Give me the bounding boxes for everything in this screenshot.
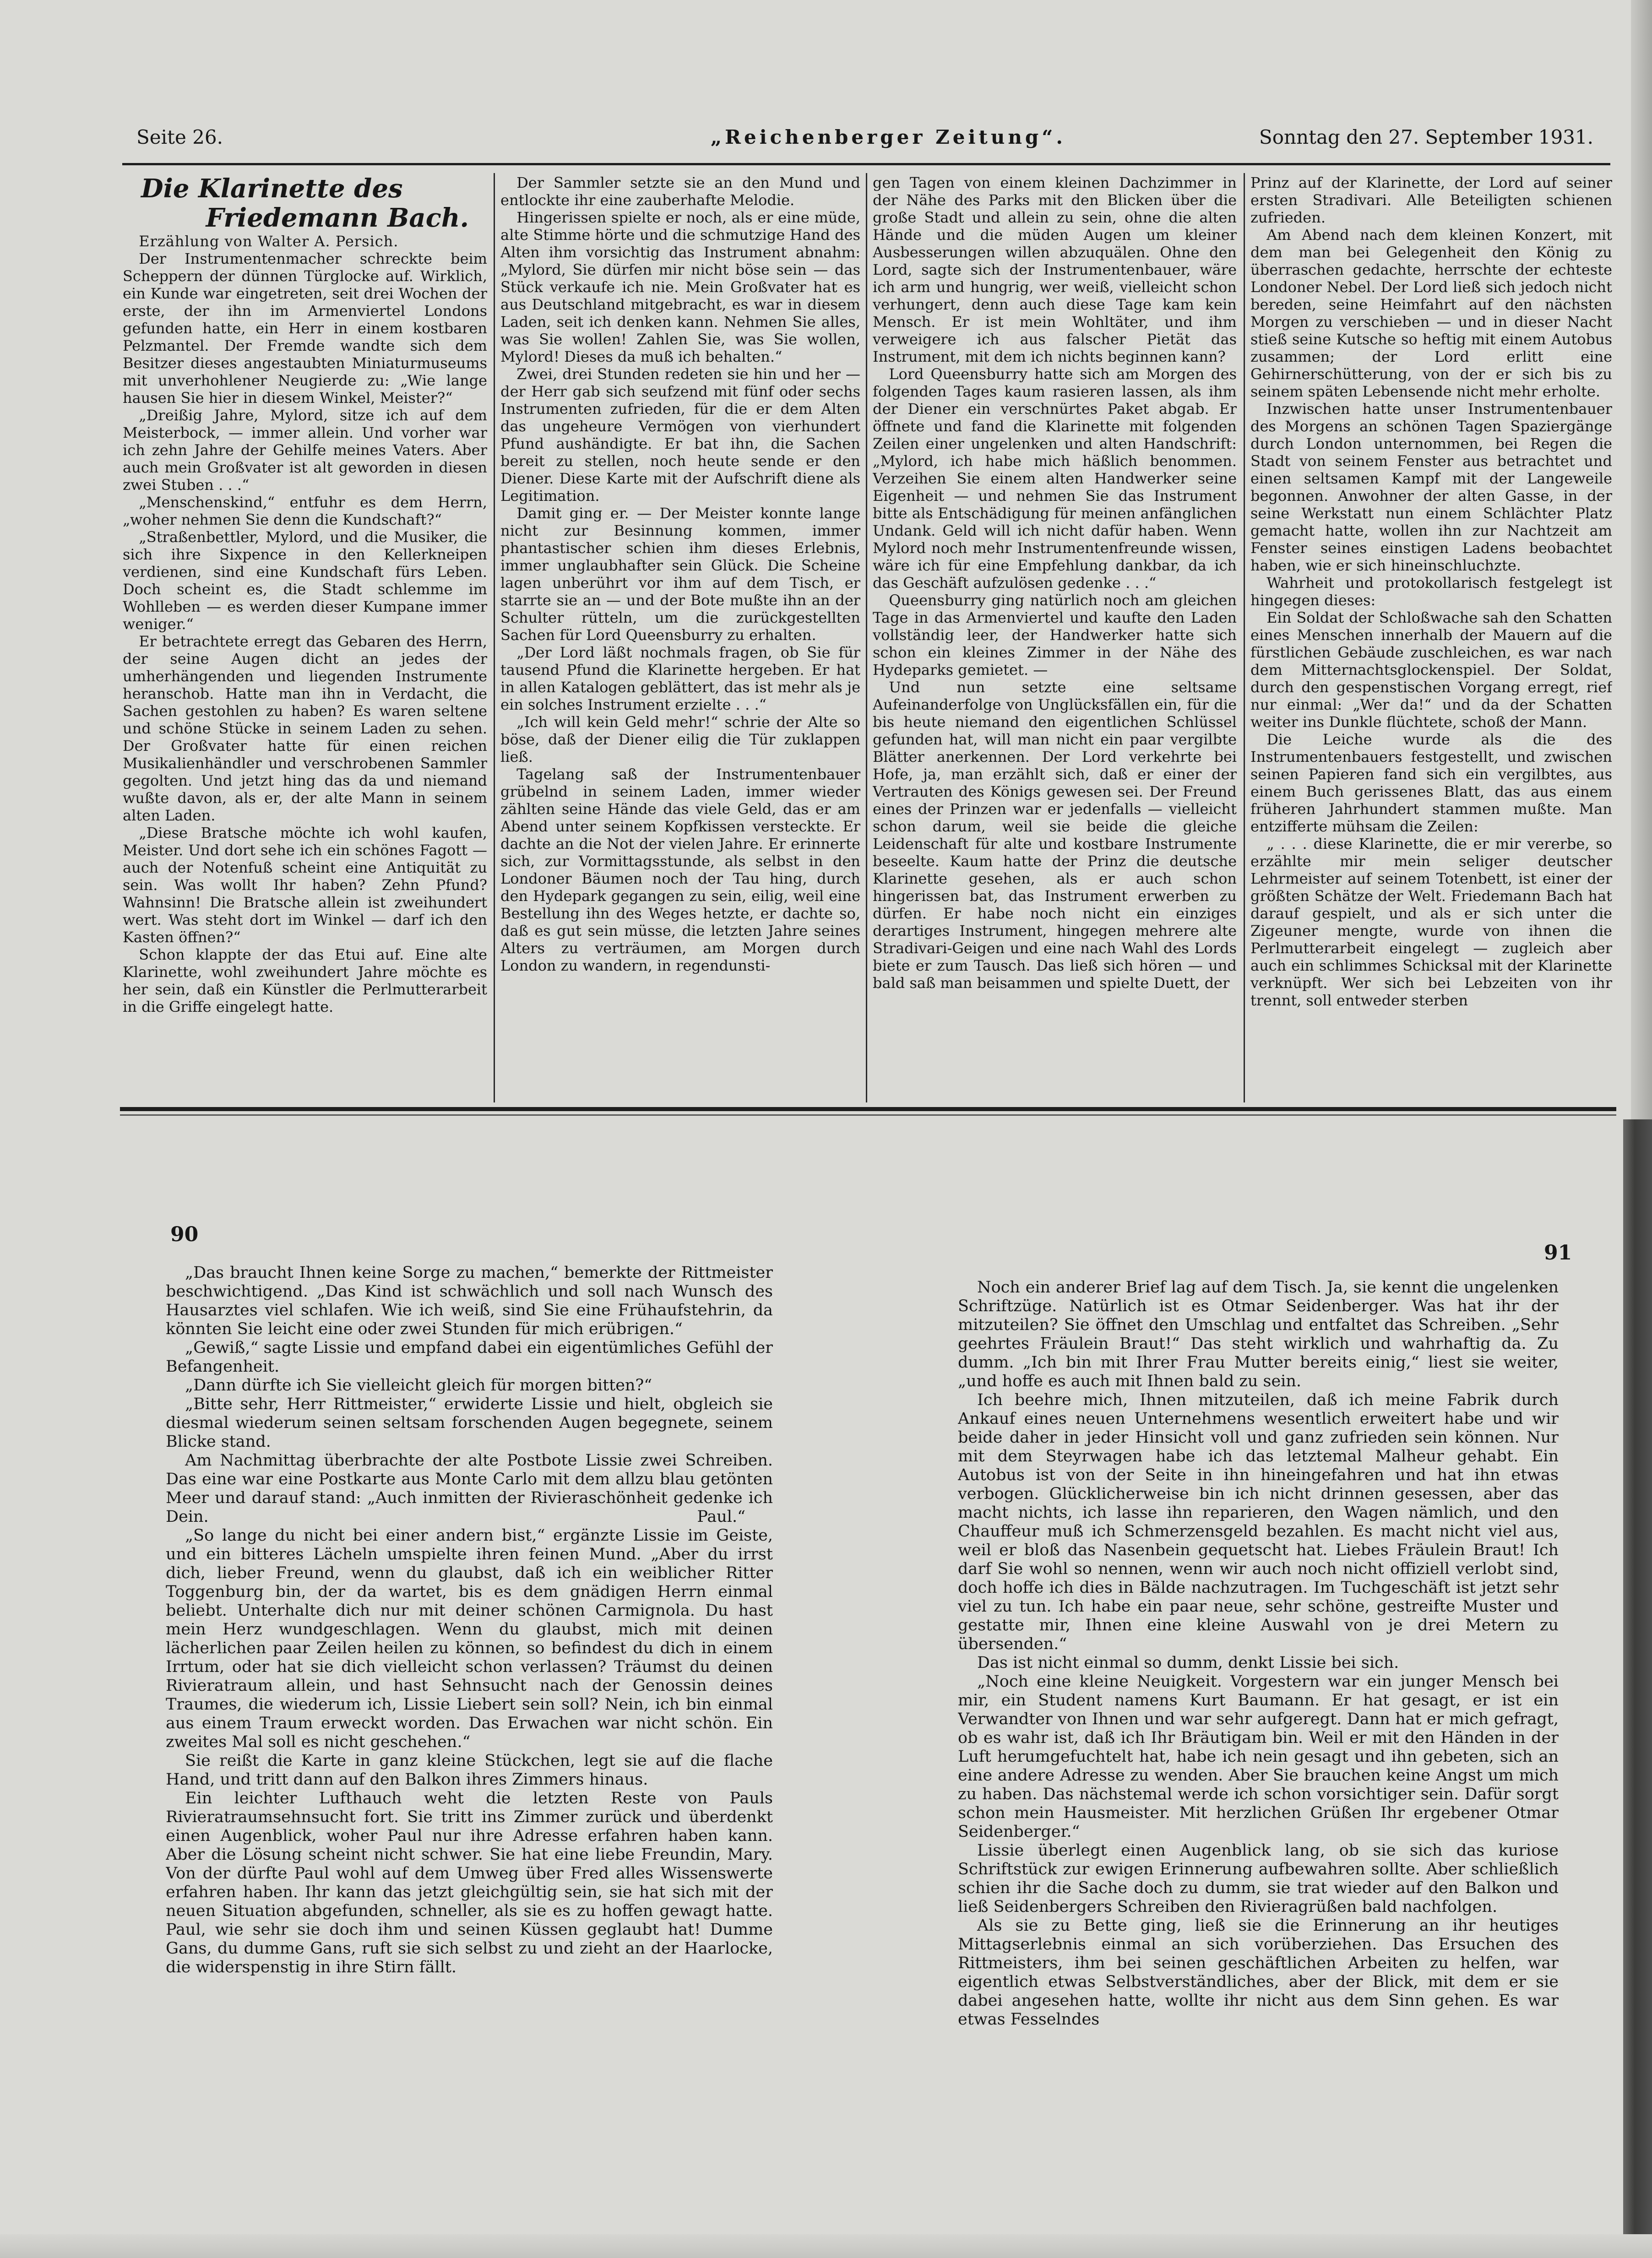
column-rule: [1244, 173, 1245, 1102]
page-number-label: Seite 26.: [136, 126, 223, 148]
article-column-1: [123, 174, 487, 1103]
paragraph: Prinz auf der Klarinette, der Lord auf seiner ersten Stradivari. Alle Beteiligten schienen zufrieden.: [1250, 174, 1612, 226]
paragraph: Ein Soldat der Schloßwache sah den Schatten eines Menschen innerhalb der Mauern auf die fürstlichen Gebäude zuschleichen, es war nach dem Mitternachtsglockenspiel. Der Soldat, durch den gespenstischen Vorgang erregt, rief nur einmal: „Wer da!“ und da der Schatten weiter ins Dunkle flüchtete, schoß der Mann.: [1250, 609, 1612, 731]
paragraph: [166, 1451, 773, 1526]
paragraph: Schon klappte der das Etui auf. Eine alte Klarinette, wohl zweihundert Jahre möchte es her sein, daß ein Künstler die Perlmutterarbeit in die Griffe eingelegt hatte.: [123, 946, 487, 1015]
paragraph: „Der Lord läßt nochmals fragen, ob Sie für tausend Pfund die Klarinette hergeben. Er hat in allen Katalogen geblättert, das ist mehr als je ein solches Instrument erzielte . . .“: [500, 644, 860, 713]
postcard-signature: Paul.“: [697, 1508, 745, 1526]
scan-edge-shadow: [0, 2234, 1652, 2258]
paragraph: Queensburry ging natürlich noch am gleichen Tage in das Armenviertel und kaufte den Laden vollständig leer, der Handwerker hatte sich schon ein kleines Zimmer in der Nähe des Hydeparks gemietet. —: [873, 592, 1237, 678]
paragraph: Inzwischen hatte unser Instrumentenbauer des Morgens an schönen Tagen Spaziergänge durch London unternommen, bei Regen die Stadt von seinem Fenster aus betrachtet und einen seltsamen Kampf mit der Langeweile begonnen. Anwohner der alten Gasse, in der seine Werkstatt nun einem Schlächter Platz gemacht hatte, wollen ihn zur Nachtzeit am Fenster seines einstigen Ladens beobachtet haben, wie er sich hineinschluchzte.: [1250, 400, 1612, 574]
paragraph: „Straßenbettler, Mylord, und die Musiker, die sich ihre Sixpence in den Kellerkneipen verdienen, sind eine Kundschaft fürs Leben. Doch scheint es, die Stadt schlemme im Wohlleben — es werden dieser Kumpane immer weniger.“: [123, 528, 487, 633]
scan-edge-shadow: [1623, 1119, 1652, 2258]
paragraph: „Ich will kein Geld mehr!“ schrie der Alte so böse, daß der Diener eilig die Tür zuklappen ließ.: [500, 713, 860, 765]
paragraph: „Diese Bratsche möchte ich wohl kaufen, Meister. Und dort sehe ich ein schönes Fagott — auch der Notenfuß scheint eine Antiquität zu sein. Was wollt Ihr haben? Zehn Pfund? Wahnsinn! Die Bratsche allein ist zweihundert wert. Was steht dort im Winkel — darf ich den Kasten öffnen?“: [123, 824, 487, 946]
article-column-2: [500, 174, 860, 1103]
column-rule: [494, 173, 495, 1102]
paragraph: Und nun setzte eine seltsame Aufeinanderfolge von Unglücksfällen ein, für die bis heute niemand den eigentlichen Schlüssel gefunden hat, will man nicht ein paar vergilbte Blätter anerkennen. Der Lord verkehrte bei Hofe, ja, man erzählt sich, daß er einer der Vertrauten des Königs gewesen sei. Der Freund eines der Prinzen war er jedenfalls — vielleicht schon darum, weil sie beide die gleiche Leidenschaft für alte und kostbare Instrumente beseelte. Kaum hatte der Prinz die deutsche Klarinette gesehen, als er auch schon hingerissen bat, das Instrument erwerben zu dürfen. Er habe noch nicht ein einziges derartiges Instrument, hingegen mehrere alte Stradivari-Geigen und eine nach Wahl des Lords biete er zum Tausch. Das ließ sich hören — und bald saß man beisammen und spielte Duett, der: [873, 678, 1237, 992]
paragraph: Lord Queensburry hatte sich am Morgen des folgenden Tages kaum rasieren lassen, als ihm der Diener ein verschnürtes Paket abgab. Er öffnete und fand die Klarinette mit folgenden Zeilen einer ungelenken und alten Handschrift: „Mylord, ich habe mich häßlich benommen. Verzeihen Sie einem alten Handwerker seine Eigenheit — und nehmen Sie das Instrument bitte als Entschädigung für meinen anfänglichen Undank. Geld will ich nicht dafür haben. Wenn Mylord noch mehr Instrumentenfreunde wissen, wäre ich für eine Empfehlung dankbar, da ich das Geschäft aufzulösen gedenke . . .“: [873, 365, 1237, 592]
section-rule-thin: [120, 1114, 1616, 1116]
article-title-line-2: Friedemann Bach.: [206, 203, 469, 233]
paragraph: „Gewiß,“ sagte Lissie und empfand dabei ein eigentümliches Gefühl der Befangenheit.: [166, 1339, 773, 1376]
paragraph: Noch ein anderer Brief lag auf dem Tisch. Ja, sie kennt die ungelenken Schriftzüge. Natürlich ist es Otmar Seidenberger. Was hat ihr der mitzuteilen? Sie öffnet den Umschlag und entfaltet das Schreiben. „Sehr geehrtes Fräulein Braut!“ Das steht wirklich und wahrhaftig da. Zu dumm. „Ich bin mit Ihrer Frau Mutter bereits einig,“ liest sie weiter, „und hoffe es auch mit Ihnen bald zu sein.: [958, 1278, 1559, 1390]
paragraph: Am Abend nach dem kleinen Konzert, mit dem man bei Gelegenheit den König zu überraschen gedachte, herrschte der echteste Londoner Nebel. Der Lord ließ sich jedoch nicht bereden, seine Heimfahrt auf den nächsten Morgen zu verschieben — und in dieser Nacht stieß seine Kutsche so heftig mit einem Autobus zusammen; der Lord erlitt eine Gehirnerschütterung, von der er sich bis zu seinem späten Lebensende nicht mehr erholte.: [1250, 226, 1612, 400]
paragraph: „So lange du nicht bei einer andern bist,“ ergänzte Lissie im Geiste, und ein bitteres Lächeln umspielte ihren feinen Mund. „Aber du irrst dich, lieber Freund, wenn du glaubst, daß ich ein weiblicher Ritter Toggenburg bin, der da wartet, bis es dem gnädigen Herrn einmal beliebt. Unterhalte dich nur mit deiner schönen Carmignola. Du hast mein Herz wundgeschlagen. Wenn du glaubst, mich mit deinen lächerlichen paar Zeilen heilen zu können, so befindest du dich in einem Irrtum, oder hat sie dich vielleicht schon verlassen? Träumst du deinen Rivieratraum allein, und hast Sehnsucht nach der Genossin deines Traumes, die wiederum ich, Lissie Liebert sein soll? Nein, ich bin einmal aus einem Traum erweckt worden. Das Erwachen war nicht schön. Ein zweites Mal soll es nicht geschehen.“: [166, 1526, 773, 1751]
book-page-right: [958, 1278, 1559, 2176]
article-title-line-1: Die Klarinette des: [141, 174, 403, 204]
paragraph: Das ist nicht einmal so dumm, denkt Lissie bei sich.: [977, 1654, 1399, 1672]
paragraph: „Das braucht Ihnen keine Sorge zu machen,“ bemerkte der Rittmeister beschwichtigend. „Das Kind ist schwächlich und soll nach Wunsch des Hausarztes viel schlafen. Wie ich weiß, sind Sie eine Frühaufstehrin, da könnten Sie leicht eine oder zwei Stunden für mich erübrigen.“: [166, 1264, 773, 1338]
book-page-number-left: 90: [170, 1223, 199, 1246]
paragraph: Wahrheit und protokollarisch festgelegt ist hingegen dieses:: [1250, 574, 1612, 609]
paragraph: Ich beehre mich, Ihnen mitzuteilen, daß ich meine Fabrik durch Ankauf eines neuen Unternehmens wesentlich erweitert habe und wir beide daher in jeder Hinsicht voll und ganz zufrieden sein können. Nur mit dem Steyrwagen habe ich das letztemal Malheur gehabt. Ein Autobus ist von der Seite in ihn hineingefahren und hat ihn etwas verbogen. Glücklicherweise bin ich nicht drinnen gesessen, aber das macht nichts, ich lasse ihn reparieren, den Wagen nämlich, und den Chauffeur muß ich Schmerzensgeld bezahlen. Es macht nicht viel aus, weil er bloß das Nasenbein gequetscht hat. Liebes Fräulein Braut! Ich darf Sie wohl so nennen, wenn wir auch noch nicht offiziell verlobt sind, doch hoffe ich dies in Bälde nachzutragen. Im Tuchgeschäft ist jetzt sehr viel zu tun. Ich habe ein paar neue, sehr schöne, gestreifte Muster und gestatte mir, Ihnen eine kleine Auswahl von je drei Metern zu übersenden.“: [958, 1391, 1559, 1653]
article-byline: Erzählung von Walter A. Persich.: [139, 233, 399, 250]
paragraph: „Dann dürfte ich Sie vielleicht gleich für morgen bitten?“: [185, 1376, 652, 1395]
paragraph: Der Instrumentenmacher schreckte beim Scheppern der dünnen Türglocke auf. Wirklich, ein Kunde war eingetreten, seit drei Wochen der erste, der ihn im Armenviertel Londons gefunden hatte, ein Herr in einem kostbaren Pelzmantel. Der Fremde wandte sich dem Besitzer dieses angestaubten Miniaturmuseums mit unverhohlener Neugierde zu: „Wie lange hausen Sie hier in diesem Winkel, Meister?“: [123, 250, 487, 407]
article-column-3: [873, 174, 1237, 1103]
paragraph: Die Leiche wurde als die des Instrumentenbauers festgestellt, und zwischen seinen Papieren fand sich ein vergilbtes, aus einem Buch gerissenes Blatt, das aus einem früheren Jahrhundert stammen mußte. Man entzifferte mühsam die Zeilen:: [1250, 731, 1612, 835]
section-rule: [120, 1107, 1616, 1111]
paragraph: Ein leichter Lufthauch weht die letzten Reste von Pauls Rivieratraumsehnsucht fort. Sie tritt ins Zimmer zurück und überdenkt einen Augenblick, woher Paul nur ihre Adresse erfahren haben kann. Aber die Lösung scheint nicht schwer. Sie hat eine liebe Freundin, Mary. Von der dürfte Paul wohl auf dem Umweg über Fred alles Wissenswerte erfahren haben. Ihr kann das jetzt gleichgültig sein, sie hat sich mit der neuen Situation abgefunden, schneller, als sie es zu hoffen gewagt hatte. Paul, wie sehr sie doch ihm und seinen Küssen geglaubt hat! Dumme Gans, du dumme Gans, ruft sie sich selbst zu und zieht an der Haarlocke, die widerspenstig in ihre Stirn fällt.: [166, 1789, 773, 1976]
paragraph: Der Sammler setzte sie an den Mund und entlockte ihr eine zauberhafte Melodie.: [500, 174, 860, 209]
paragraph: Tagelang saß der Instrumentenbauer grübelnd in seinem Laden, immer wieder zählten seine Hände das viele Geld, das er am Abend unter seinem Kopfkissen versteckte. Er dachte an die Not der vielen Jahre. Er erinnerte sich, zur Vormittagsstunde, als selbst in den Londoner Bäumen noch der Tau hing, durch den Hydepark gegangen zu sein, eilig, weil eine Bestellung ihn des Weges hetzte, er dachte so, daß es gut sein müsse, die letzten Jahre seines Alters zu verträumen, am Morgen durch London zu wandern, in regendunsti-: [500, 765, 860, 974]
newspaper-title: „Reichenberger Zeitung“.: [710, 126, 1066, 148]
paragraph: Damit ging er. — Der Meister konnte lange nicht zur Besinnung kommen, immer phantastischer schien ihm dieses Erlebnis, immer unglaubhafter sein Glück. Die Scheine lagen unberührt vor ihm auf dem Tisch, er starrte sie an — und der Bote mußte ihn an der Schulter rütteln, um die zurückgestellten Sachen für Lord Queensburry zu erhalten.: [500, 505, 860, 644]
book-page-number-right: 91: [1544, 1241, 1572, 1265]
paragraph: Hingerissen spielte er noch, als er eine müde, alte Stimme hörte und die schmutzige Hand des Alten ihm vorsichtig das Instrument abnahm: „Mylord, Sie dürfen mir nicht böse sein — das Stück verkaufe ich nie. Mein Großvater hat es aus Deutschland mitgebracht, es war in diesem Laden, seit ich denken kann. Nehmen Sie alles, was Sie wollen! Zahlen Sie, was Sie wollen, Mylord! Dieses da muß ich behalten.“: [500, 209, 860, 365]
article-column-4: [1250, 174, 1612, 1103]
paragraph: gen Tagen von einem kleinen Dachzimmer in der Nähe des Parks mit den Blicken über die große Stadt und allein zu sein, ohne die alten Hände und die müden Augen um kleiner Ausbesserungen willen abzuquälen. Ohne den Lord, sagte sich der Instrumentenbauer, wäre ich arm und hungrig, wer weiß, vielleicht schon verhungert, denn auch diese Tage kam kein Mensch. Er ist mein Wohltäter, und ihm verweigere ich aus falscher Pietät das Instrument, mit dem ich nichts beginnen kann?: [873, 174, 1237, 365]
paragraph: „Dreißig Jahre, Mylord, sitze ich auf dem Meisterbock, — immer allein. Und vorher war ich zehn Jahre der Gehilfe meines Vaters. Aber auch mein Großvater ist alt geworden in diesen zwei Stuben . . .“: [123, 407, 487, 494]
paragraph: Lissie überlegt einen Augenblick lang, ob sie sich das kuriose Schriftstück zur ewigen Erinnerung aufbewahren sollte. Aber schließlich schien ihr die Sache doch zu dumm, sie trat wieder auf den Balkon und ließ Seidenbergers Schreiben den Rivieragrüßen bald nachfolgen.: [958, 1841, 1559, 1916]
paragraph: Sie reißt die Karte in ganz kleine Stückchen, legt sie auf die flache Hand, und tritt dann auf den Balkon ihres Zimmers hinaus.: [166, 1752, 773, 1789]
issue-date: Sonntag den 27. September 1931.: [1259, 126, 1593, 148]
paragraph: „Bitte sehr, Herr Rittmeister,“ erwiderte Lissie und hielt, obgleich sie diesmal wiederum seinen seltsam forschenden Augen begegnete, seinem Blicke stand.: [166, 1395, 773, 1451]
paragraph-text: Am Nachmittag überbrachte der alte Postbote Lissie zwei Schreiben. Das eine war eine Postkarte aus Monte Carlo mit dem allzu blau getönten Meer und darauf stand: „Auch inmitten der Rivieraschönheit gedenke ich Dein.: [166, 1451, 773, 1526]
paragraph: Zwei, drei Stunden redeten sie hin und her — der Herr gab sich seufzend mit fünf oder sechs Instrumenten zufrieden, für die er dem Alten das ungeheure Vermögen von vierhundert Pfund aushändigte. Er bat ihn, die Sachen bereit zu stellen, noch heute sende er den Diener. Diese Karte mit der Aufschrift diene als Legitimation.: [500, 365, 860, 505]
header-rule: [122, 163, 1610, 165]
book-page-left: [166, 1264, 773, 2079]
scan-edge-shadow: [1631, 0, 1652, 1119]
paragraph: Er betrachtete erregt das Gebaren des Herrn, der seine Augen dicht an jedes der umherhängenden und liegenden Instrumente heranschob. Hatte man ihn in Verdacht, die Sachen gestohlen zu haben? Es waren seltene und schöne Stücke in seinem Laden zu sehen. Der Großvater hatte für einen reichen Musikalienhändler und verschrobenen Sammler gegolten. Und jetzt hing das da und niemand wußte davon, als er, der alte Mann in seinem alten Laden.: [123, 633, 487, 824]
paragraph: „ . . . diese Klarinette, die er mir vererbe, so erzählte mir mein seliger deutscher Lehrmeister auf seinem Totenbett, ist einer der größten Schätze der Welt. Friedemann Bach hat darauf gespielt, und als er sich unter die Zigeuner mengte, wurde von ihnen die Perlmutterarbeit eingelegt — zugleich aber auch ein schlimmes Schicksal mit der Klarinette verknüpft. Wer sich bei Lebzeiten von ihr trennt, soll entweder sterben: [1250, 835, 1612, 1009]
column-rule: [866, 173, 867, 1102]
paragraph: „Menschenskind,“ entfuhr es dem Herrn, „woher nehmen Sie denn die Kundschaft?“: [123, 494, 487, 528]
paragraph: Als sie zu Bette ging, ließ sie die Erinnerung an ihr heutiges Mittagserlebnis einmal an sich vorüberziehen. Das Ersuchen des Rittmeisters, ihm bei seinen geschäftlichen Arbeiten zu helfen, war eigentlich etwas Selbstverständliches, aber der Blick, mit dem er sie dabei angesehen hatte, wollte ihr nicht aus dem Sinn gehen. Es war etwas Fesselndes: [958, 1916, 1559, 2029]
paragraph: „Noch eine kleine Neuigkeit. Vorgestern war ein junger Mensch bei mir, ein Student namens Kurt Baumann. Er hat gesagt, er ist ein Verwandter von Ihnen und war sehr aufgeregt. Dann hat er mich gefragt, ob es wahr ist, daß ich Ihr Bräutigam bin. Weil er mit den Händen in der Luft herumgefuchtelt hat, habe ich nein gesagt und ihn gebeten, sich an eine andere Adresse zu wenden. Aber Sie brauchen keine Angst um mich zu haben. Das nächstemal werde ich schon vorsichtiger sein. Dafür sorgt schon mein Hausmeister. Mit herzlichen Grüßen Ihr ergebener Otmar Seidenberger.“: [958, 1672, 1559, 1841]
